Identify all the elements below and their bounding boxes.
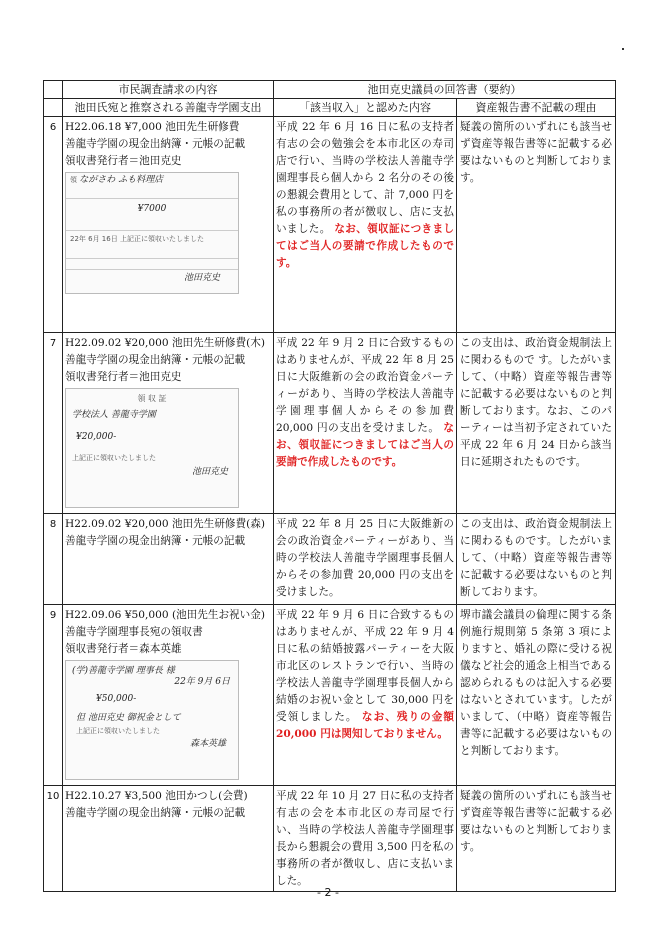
receipt-image: (学)善龍寺学園 理事長 様 22年 9月 6日 ¥50,000- 但 池田克史 御祝金として 上記正に領収いたしました 森本英雄 — [65, 660, 239, 780]
table-row — [44, 333, 615, 514]
reason-text: この支出は、政治資金規制法上に関わるものです。したがいまして、（中略）資産等報告書等に記載する必要はないものと判断しております。 — [460, 518, 612, 598]
header-right-sub1: 「該当収入」と認めた内容 — [274, 99, 457, 116]
answer-note: なお、領収証につきましてはご当人の要請で作成したものです。 — [276, 422, 455, 468]
stray-mark — [622, 48, 624, 50]
header-right-title: 池田克史議員の回答書（要約） — [274, 81, 615, 99]
header-left-sub: 池田氏宛と推察される善龍寺学園支出 — [74, 101, 262, 114]
row-line: 善龍寺学園の現金出納簿・元帳の記載 — [65, 535, 246, 547]
row-number: 10 — [44, 786, 63, 891]
row-line: 善龍寺学園の現金出納簿・元帳の記載 — [65, 354, 246, 366]
row-line: 善龍寺学園の現金出納簿・元帳の記載 — [65, 138, 246, 150]
answer-note: なお、残りの金額 20,000 円は関知しておりません。 — [276, 711, 455, 740]
table-row — [44, 605, 615, 786]
response-table — [43, 80, 616, 892]
reason-text: この支出は、政治資金規制法上に関わるもので す。したがいまして、（中略）資産等報告書等に記載する必要はないものと判断しております。なお、このパーティーは当初予定されていた平成 22 年 6 月 24 日から該当日に延期されたものです。 — [460, 337, 612, 468]
header-right-sub2: 資産報告書不記載の理由 — [475, 101, 597, 114]
table-row — [44, 117, 615, 333]
row-line: H22.09.02 ¥20,000 池田先生研修費(森) — [65, 518, 265, 530]
row-number: 9 — [44, 605, 63, 785]
row-line: H22.09.02 ¥20,000 池田先生研修費(木) — [65, 337, 265, 349]
table-row — [44, 514, 615, 605]
answer-text: 平成 22 年 6 月 16 日に私の支持者有志の会の勉強会を本市北区の寿司店で行い、当時の学校法人善龍寺学園理事長ら個人から 2 名分のその後の懇親会費用として、計 7,000 円を私の事務所の者が徴収し、店に支払いました。 — [276, 121, 454, 235]
row-line: 領収書発行者＝池田克史 — [65, 371, 182, 383]
table-header — [44, 81, 615, 117]
row-number: 8 — [44, 514, 63, 604]
reason-text: 疑義の箇所のいずれにも該当せず資産等報告書等に記載する必要はないものと判断しております。 — [460, 121, 612, 184]
reason-text: 堺市議会議員の倫理に関する条例施行規則第 5 条第 3 項によりますと、婚礼の際に受ける祝儀など社会的通念上相当である認められるものは記入する必要はないとされています。したがいまして、（中略）資産等報告書等に記載する必要はないものと判断しております。 — [460, 609, 612, 757]
receipt-image: 領 収 証 学校法人 善龍寺学園 ¥20,000- 上記正に領収いたしました 池田克史 — [65, 388, 239, 508]
answer-text: 平成 22 年 9 月 6 日に合致するものはありませんが、平成 22 年 9 月 4 日に私の結婚披露パーティーを大阪市北区のレストランで行い、当時の学校法人善龍寺学園理事長個人から結婚のお祝い金として 30,000 円を受領しました。 — [276, 609, 454, 723]
row-line: H22.09.06 ¥50,000 (池田先生お祝い金) — [65, 609, 265, 621]
answer-text: 平成 22 年 10 月 27 日に私の支持者有志の会を本市北区の寿司屋で行い、当時の学校法人善龍寺学園理事長から懇親会の費用 3,500 円を私の事務所の者が徴収し、店に支払いました。 — [276, 790, 454, 887]
table-row — [44, 786, 615, 891]
answer-text: 平成 22 年 9 月 2 日に合致するものはありませんが、平成 22 年 8 月 25 日に大阪維新の会の政治資金パーティーがあり、当時の学校法人善龍寺学園理事個人からその参加費 20,000 円の支出を受けました。 — [276, 337, 454, 434]
row-line: H22.10.27 ¥3,500 池田かつし(会費) — [65, 790, 248, 802]
answer-text: 平成 22 年 8 月 25 日に大阪維新の会の政治資金パーティーがあり、当時の学校法人善龍寺学園理事長個人からその参加費 20,000 円の支出を受けました。 — [276, 518, 454, 598]
reason-text: 疑義の箇所のいずれにも該当せず資産等報告書等に記載する必要はないものと判断しております。 — [460, 790, 612, 853]
row-line: 領収書発行者＝池田克史 — [65, 155, 182, 167]
header-left-title: 市民調査請求の内容 — [63, 81, 273, 99]
row-line: H22.06.18 ¥7,000 池田先生研修費 — [65, 121, 240, 133]
receipt-image: 領 ながさわ ふも料理店 ¥7000 22年 6月 16日 上記正に領収いたしました 池田克史 — [65, 172, 239, 294]
row-number: 6 — [44, 117, 63, 332]
answer-note: なお、領収証につきましてはご当人の要請で作成したものです。 — [276, 223, 454, 269]
page-number: - 2 - — [317, 886, 339, 899]
row-line: 領収書発行者＝森本英雄 — [65, 643, 182, 655]
row-number: 7 — [44, 333, 63, 513]
row-line: 善龍寺学園の現金出納簿・元帳の記載 — [65, 807, 246, 819]
row-line: 善龍寺学園理事長宛の領収書 — [65, 626, 203, 638]
